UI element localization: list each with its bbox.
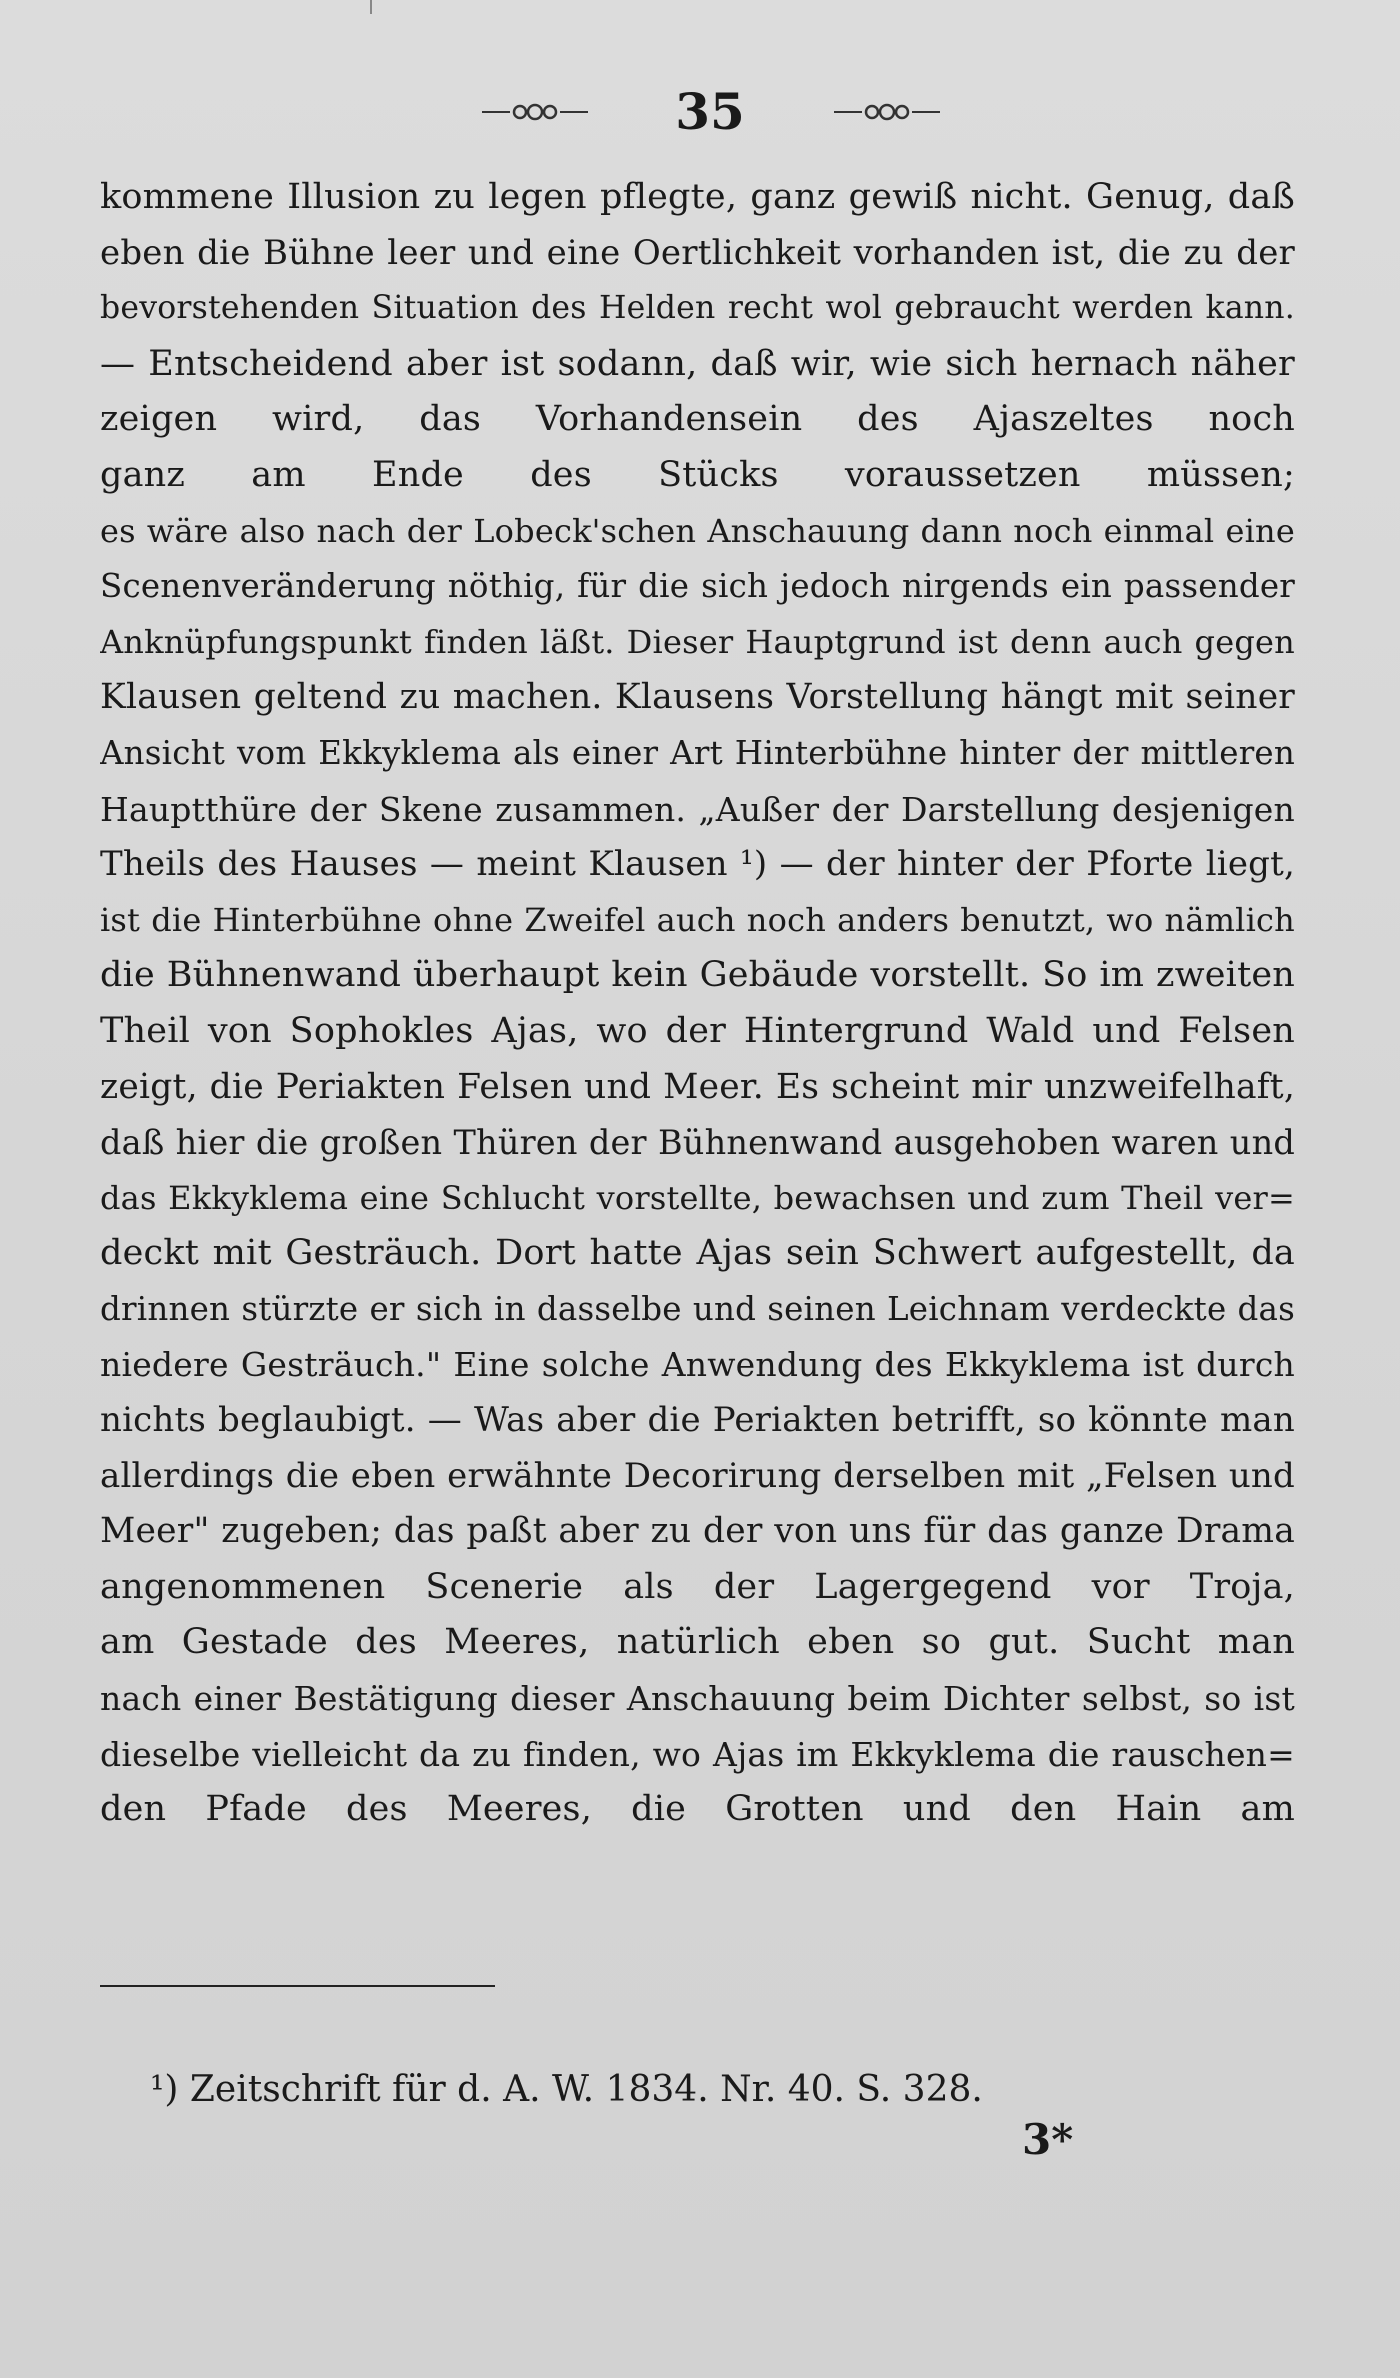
printer-signature: 3* — [1022, 2115, 1074, 2164]
page-number: 35 — [675, 82, 745, 141]
print-speck — [370, 0, 372, 14]
text-line: Meer" zugeben; das paßt aber zu der von uns für das ganze Drama — [100, 1511, 1295, 1552]
text-line: Theil von Sophokles Ajas, wo der Hintergrund Wald und Felsen — [100, 1010, 1295, 1051]
text-line: Anknüpfungspunkt finden läßt. Dieser Hauptgrund ist denn auch gegen — [100, 622, 1295, 661]
text-line: am Gestade des Meeres, natürlich eben so gut. Sucht man — [100, 1622, 1295, 1663]
text-line: die Bühnenwand überhaupt kein Gebäude vorstellt. So im zweiten — [100, 955, 1295, 996]
text-line: Theils des Hauses — meint Klausen ¹) — der hinter der Pforte liegt, — [100, 844, 1295, 885]
left-ornament-icon — [480, 100, 590, 124]
footnote: ¹) Zeitschrift für d. A. W. 1834. Nr. 40. S. 328. — [150, 2069, 983, 2110]
text-line: angenommenen Scenerie als der Lagergegend vor Troja, — [100, 1566, 1295, 1607]
text-line: bevorstehenden Situation des Helden recht wol gebraucht werden kann. — [100, 290, 1295, 327]
text-line: Ansicht vom Ekkyklema als einer Art Hinterbühne hinter der mittleren — [100, 733, 1295, 772]
text-line: deckt mit Gesträuch. Dort hatte Ajas sein Schwert aufgestellt, da — [100, 1233, 1295, 1274]
text-line: Scenenveränderung nöthig, für die sich jedoch nirgends ein passender — [100, 567, 1295, 606]
text-line: zeigen wird, das Vorhandensein des Ajaszeltes noch — [100, 399, 1295, 440]
text-line: — Entscheidend aber ist sodann, daß wir, wie sich hernach näher — [100, 343, 1295, 384]
text-line: allerdings die eben erwähnte Decorirung derselben mit „Felsen und — [100, 1455, 1295, 1496]
text-line: niedere Gesträuch." Eine solche Anwendung des Ekkyklema ist durch — [100, 1345, 1295, 1385]
text-line: das Ekkyklema eine Schlucht vorstellte, bewachsen und zum Theil ver= — [100, 1178, 1295, 1217]
text-line: kommene Illusion zu legen pflegte, ganz gewiß nicht. Genug, daß — [100, 177, 1295, 217]
text-line: nach einer Bestätigung dieser Anschauung beim Dichter selbst, so ist — [100, 1679, 1295, 1719]
text-line: Hauptthüre der Skene zusammen. „Außer der Darstellung desjenigen — [100, 789, 1295, 829]
body-text — [100, 170, 1295, 1838]
text-line: zeigt, die Periakten Felsen und Meer. Es scheint mir unzweifelhaft, — [100, 1066, 1295, 1107]
text-line: ganz am Ende des Stücks voraussetzen müssen; — [100, 454, 1295, 495]
page-header — [0, 82, 1400, 142]
text-line: den Pfade des Meeres, die Grotten und den Hain am — [100, 1789, 1295, 1830]
text-line: daß hier die großen Thüren der Bühnenwand ausgehoben waren und — [100, 1123, 1295, 1163]
text-line: Klausen geltend zu machen. Klausens Vorstellung hängt mit seiner — [100, 677, 1295, 718]
text-line: eben die Bühne leer und eine Oertlichkeit vorhanden ist, die zu der — [100, 232, 1295, 273]
text-line: nichts beglaubigt. — Was aber die Periakten betrifft, so könnte man — [100, 1400, 1295, 1441]
right-ornament-icon — [832, 100, 942, 124]
text-line: dieselbe vielleicht da zu finden, wo Ajas im Ekkyklema die rauschen= — [100, 1734, 1295, 1774]
text-line: drinnen stürzte er sich in dasselbe und seinen Leichnam verdeckte das — [100, 1289, 1295, 1328]
text-line: es wäre also nach der Lobeck'schen Anschauung dann noch einmal eine — [100, 511, 1295, 550]
footnote-divider — [100, 1985, 495, 1987]
text-line: ist die Hinterbühne ohne Zweifel auch noch anders benutzt, wo nämlich — [100, 900, 1295, 939]
